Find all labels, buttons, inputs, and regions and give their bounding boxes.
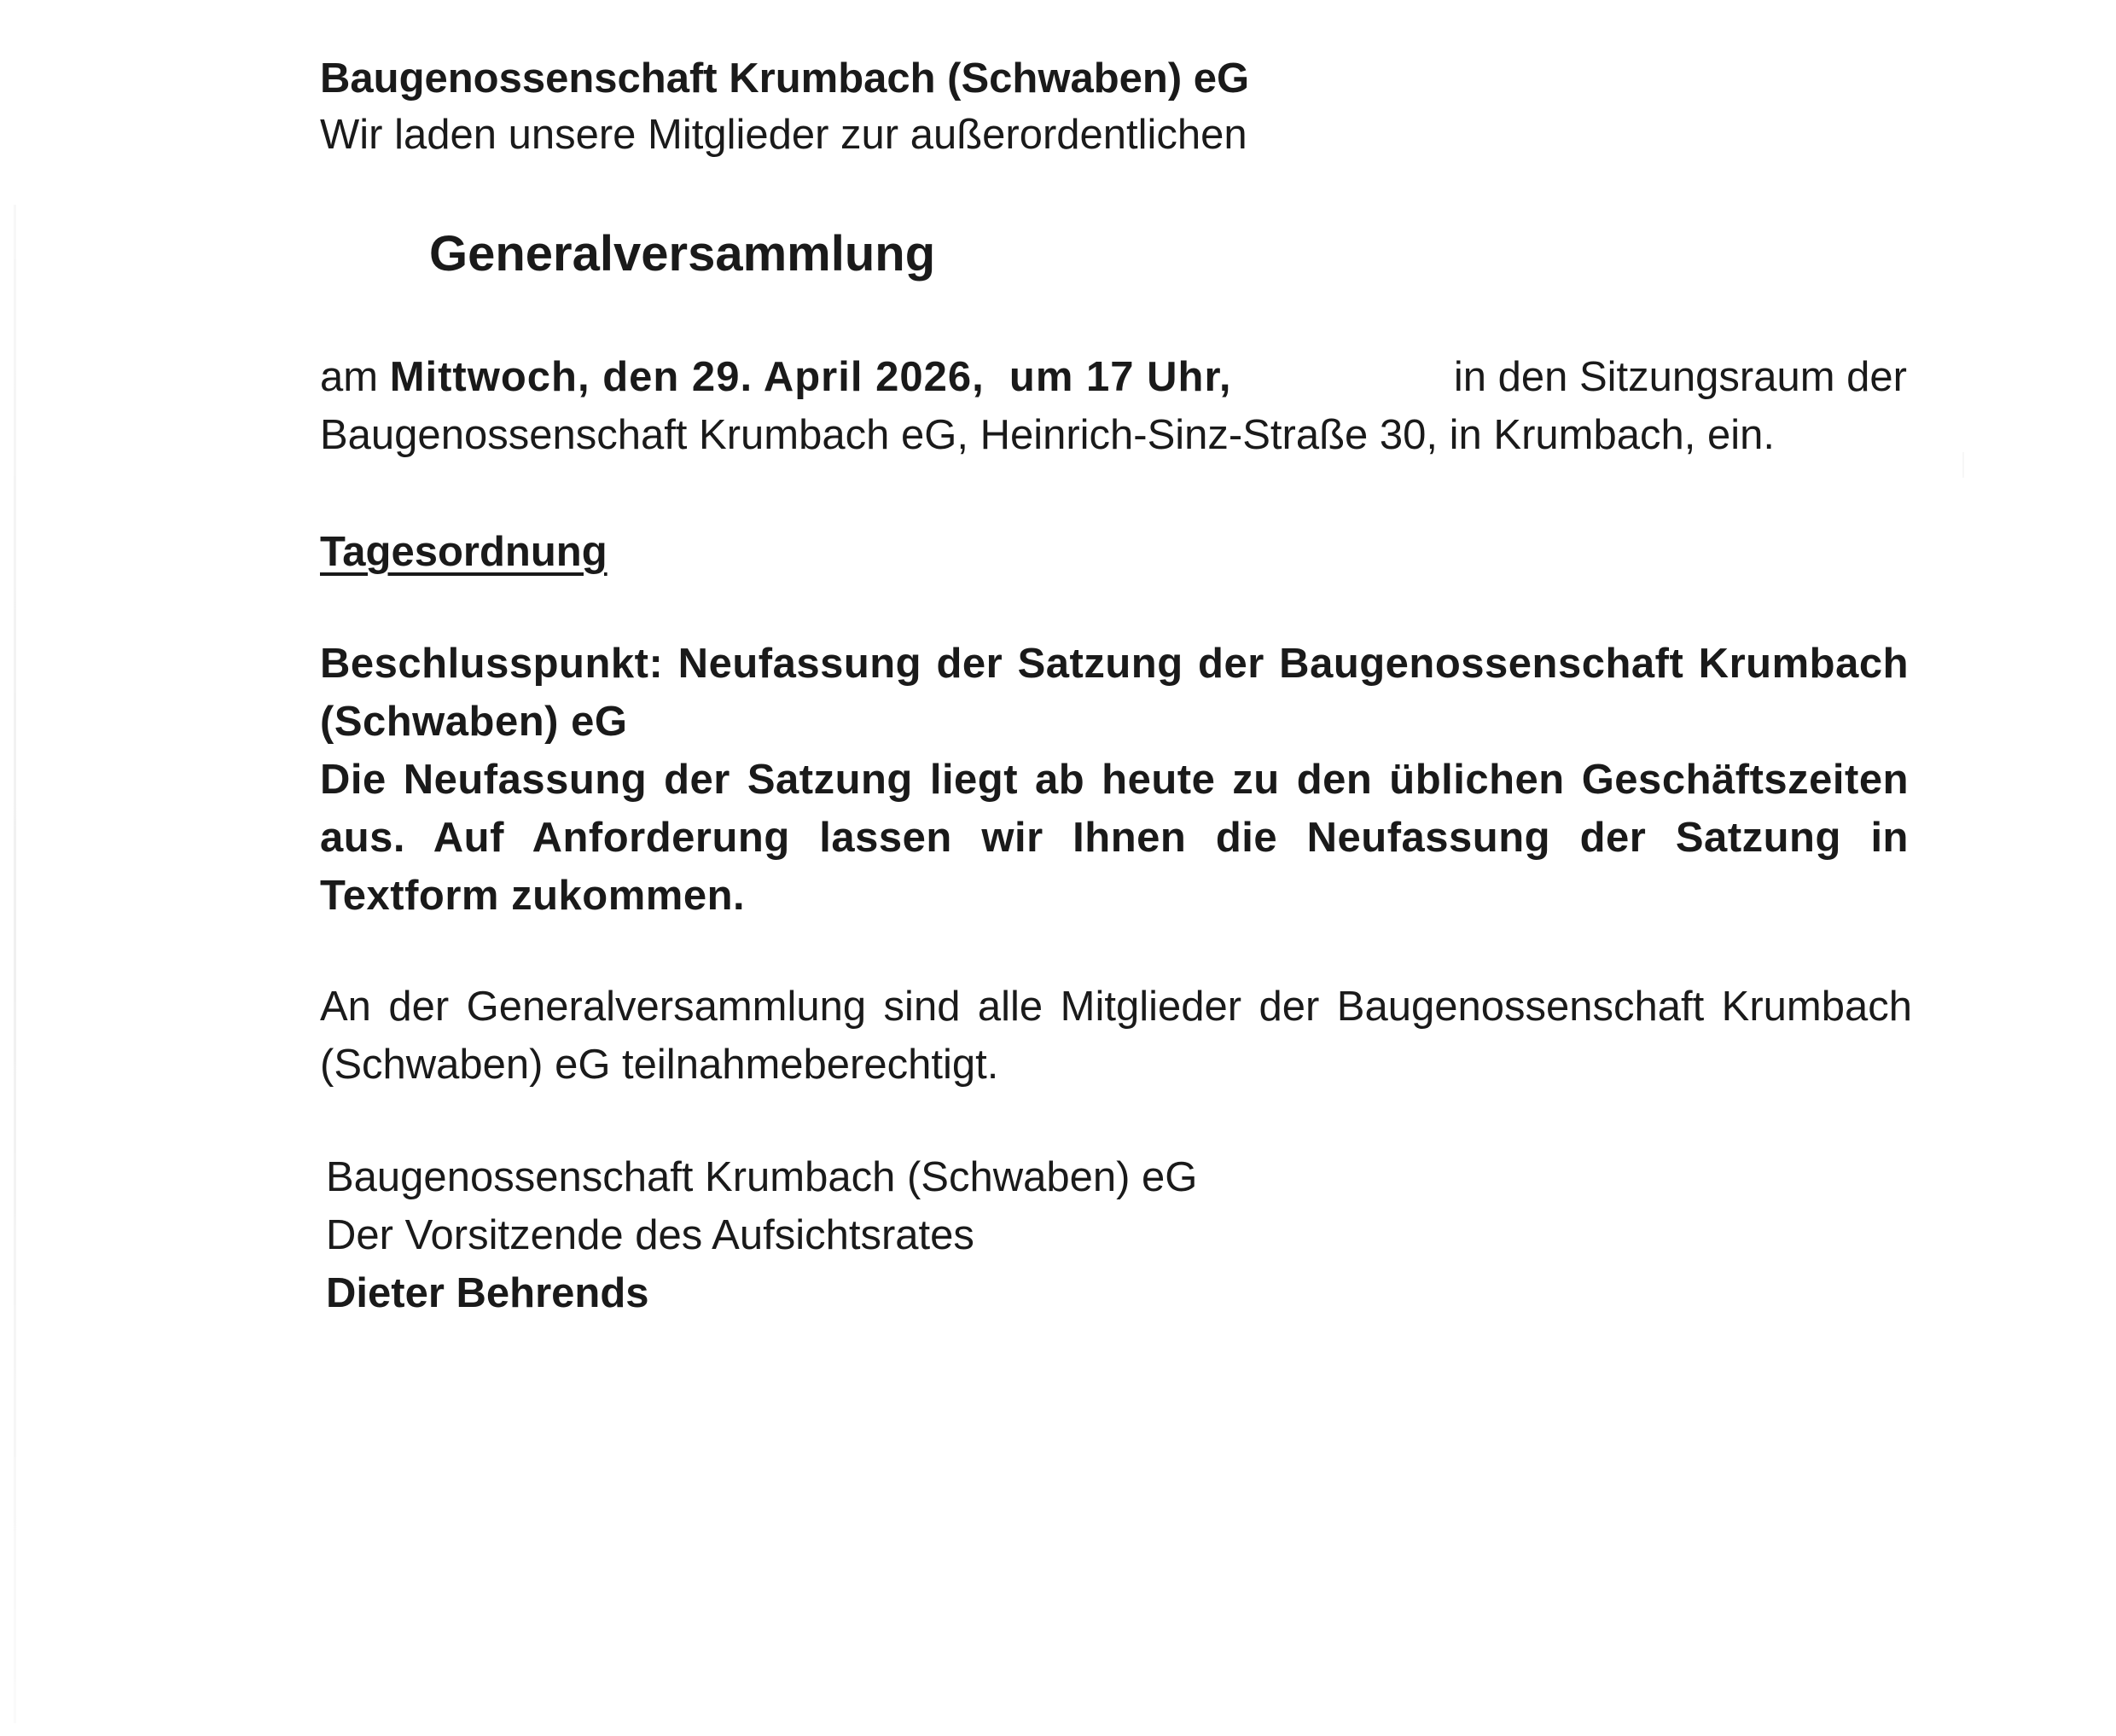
meeting-line-1 [320, 348, 1907, 406]
participation-note: An der Generalversammlung sind alle Mitglieder der Baugenossenschaft Krumbach (Schwaben) eG teilnahmeberechtigt. [320, 984, 1912, 1088]
invitation-line: Wir laden unsere Mitglieder zur außerordentlichen [320, 112, 1247, 158]
meeting-location: Baugenossenschaft Krumbach eG, Heinrich-Sinz-Straße 30, in Krumbach, ein. [320, 412, 1775, 458]
meeting-paragraph [320, 348, 1907, 464]
header-organization: Baugenossenschaft Krumbach (Schwaben) eG [320, 55, 1250, 102]
resolution-text: Die Neufassung der Satzung liegt ab heute zu den üblichen Geschäftszeiten aus. Auf Anforderung lassen wir Ihnen die Neufassung der Satzung in Textform zukommen. [320, 757, 1909, 919]
scan-edge-shadow [14, 205, 16, 1723]
signature-role: Der Vorsitzende des Aufsichtsrates [326, 1212, 974, 1258]
scan-edge-mark [1962, 452, 1964, 478]
document-title: Generalversammlung [429, 226, 936, 282]
signature-organization: Baugenossenschaft Krumbach (Schwaben) eG [326, 1154, 1198, 1200]
agenda-heading: Tagesordnung [320, 529, 607, 575]
signature-name: Dieter Behrends [326, 1270, 649, 1316]
meeting-location-start: in den Sitzungsraum der [1430, 354, 1907, 400]
resolution-title: Beschlusspunkt: Neufassung der Satzung der Baugenossenschaft Krumbach (Schwaben) eG [320, 641, 1909, 745]
meeting-prefix: am [320, 354, 390, 400]
meeting-date-time: Mittwoch, den 29. April 2026, um 17 Uhr, [389, 354, 1232, 400]
